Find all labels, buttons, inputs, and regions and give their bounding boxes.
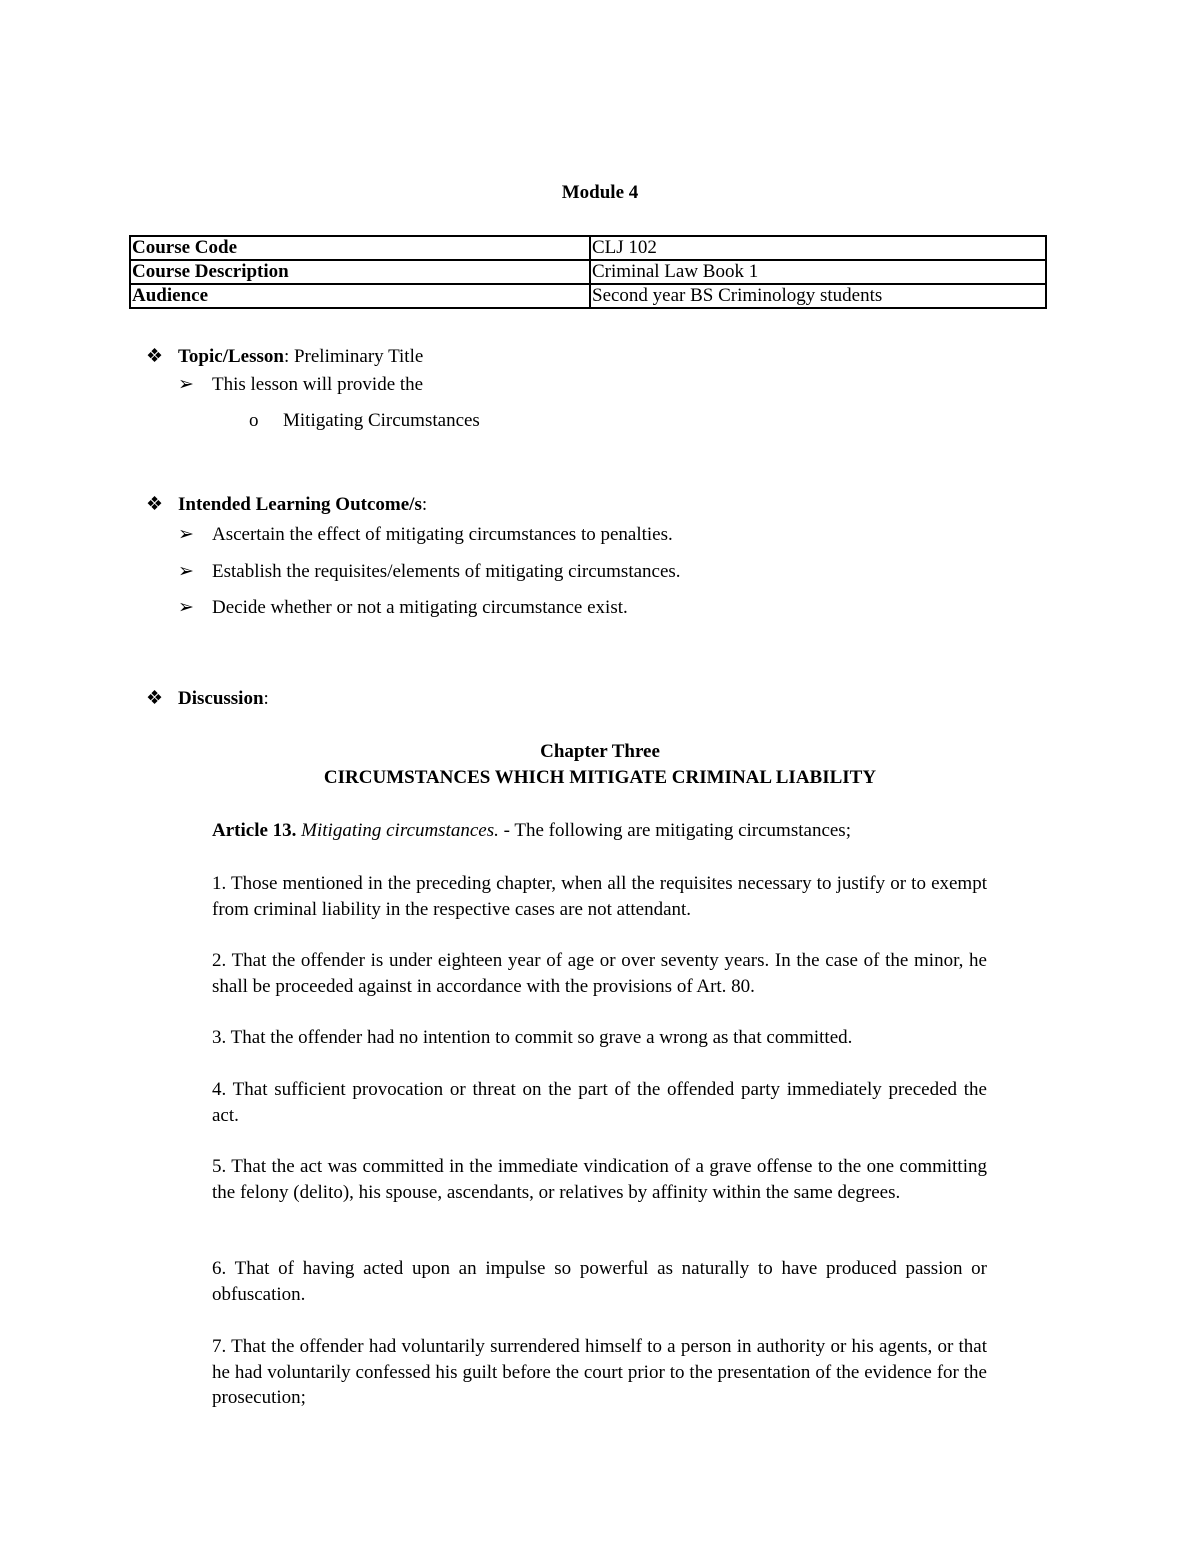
circle-bullet-icon: o [249, 410, 259, 431]
outcome-text: Establish the requisites/elements of mitigating circumstances. [212, 561, 681, 582]
article-paragraph: 1. Those mentioned in the preceding chapter, when all the requisites necessary to justify or to exempt from criminal liability in the respective cases are not attendant. [212, 873, 987, 920]
topic-bullet-text: This lesson will provide the [212, 374, 424, 395]
table-row [130, 260, 1046, 284]
course-code-value: CLJ 102 [590, 236, 1046, 260]
article-text: - The following are mitigating circumstances; [498, 820, 851, 841]
article-paragraph: 7. That the offender had voluntarily surrendered himself to a person in authority or his agents, or that he had voluntarily confessed his guilt before the court prior to the presentation of the evidence for the prosecution; [212, 1336, 987, 1408]
list-item [178, 560, 681, 583]
outcomes-suffix: : [421, 494, 428, 515]
discussion-heading: Discussion [178, 688, 264, 709]
article-paragraph: 6. That of having acted upon an impulse so powerful as naturally to have produced passion or obfuscation. [212, 1258, 987, 1305]
course-info-table [129, 235, 1047, 309]
audience-label: Audience [130, 284, 590, 308]
topic-value: : Preliminary Title [283, 346, 424, 367]
topic-sub-bullet-text: Mitigating Circumstances [283, 410, 480, 431]
diamond-bullet-icon: ❖ [146, 494, 164, 515]
arrow-bullet-icon: ➢ [178, 524, 194, 545]
arrow-bullet-icon: ➢ [178, 561, 194, 582]
audience-value: Second year BS Criminology students [590, 284, 1046, 308]
article-paragraph: 2. That the offender is under eighteen year of age or over seventy years. In the case of the minor, he shall be proceeded against in accordance with the provisions of Art. 80. [212, 950, 987, 997]
course-description-label: Course Description [130, 260, 590, 284]
arrow-bullet-icon: ➢ [178, 374, 194, 395]
article-label: Article 13. [212, 820, 297, 841]
arrow-bullet-icon: ➢ [178, 597, 194, 618]
topic-sub-bullet [249, 410, 480, 432]
module-title: Module 4 [561, 182, 639, 203]
article-paragraph: 3. That the offender had no intention to commit so grave a wrong as that committed. [212, 1027, 853, 1048]
article-name: Mitigating circumstances. [301, 820, 499, 841]
list-item [178, 523, 673, 546]
topic-heading: Topic/Lesson [178, 346, 284, 367]
topic-bullet [178, 373, 423, 396]
outcomes-section [146, 493, 427, 516]
table-row [130, 236, 1046, 260]
chapter-number: Chapter Three [540, 741, 660, 762]
article-paragraph: 5. That the act was committed in the immediate vindication of a grave offense to the one committing the felony (delito), his spouse, ascendants, or relatives by affinity within the same degrees. [212, 1156, 987, 1203]
table-row [130, 284, 1046, 308]
discussion-section [146, 687, 269, 710]
list-item [178, 596, 628, 619]
article-heading [212, 818, 987, 844]
outcome-text: Decide whether or not a mitigating circumstance exist. [212, 597, 628, 618]
course-description-value: Criminal Law Book 1 [590, 260, 1046, 284]
article-paragraph: 4. That sufficient provocation or threat on the part of the offended party immediately preceded the act. [212, 1079, 987, 1126]
outcomes-heading: Intended Learning Outcome/s [178, 494, 422, 515]
topic-section [146, 345, 423, 368]
diamond-bullet-icon: ❖ [146, 346, 164, 367]
chapter-title: CIRCUMSTANCES WHICH MITIGATE CRIMINAL LIABILITY [323, 767, 877, 788]
course-code-label: Course Code [130, 236, 590, 260]
outcome-text: Ascertain the effect of mitigating circumstances to penalties. [212, 524, 673, 545]
discussion-suffix: : [263, 688, 269, 709]
diamond-bullet-icon: ❖ [146, 688, 164, 709]
